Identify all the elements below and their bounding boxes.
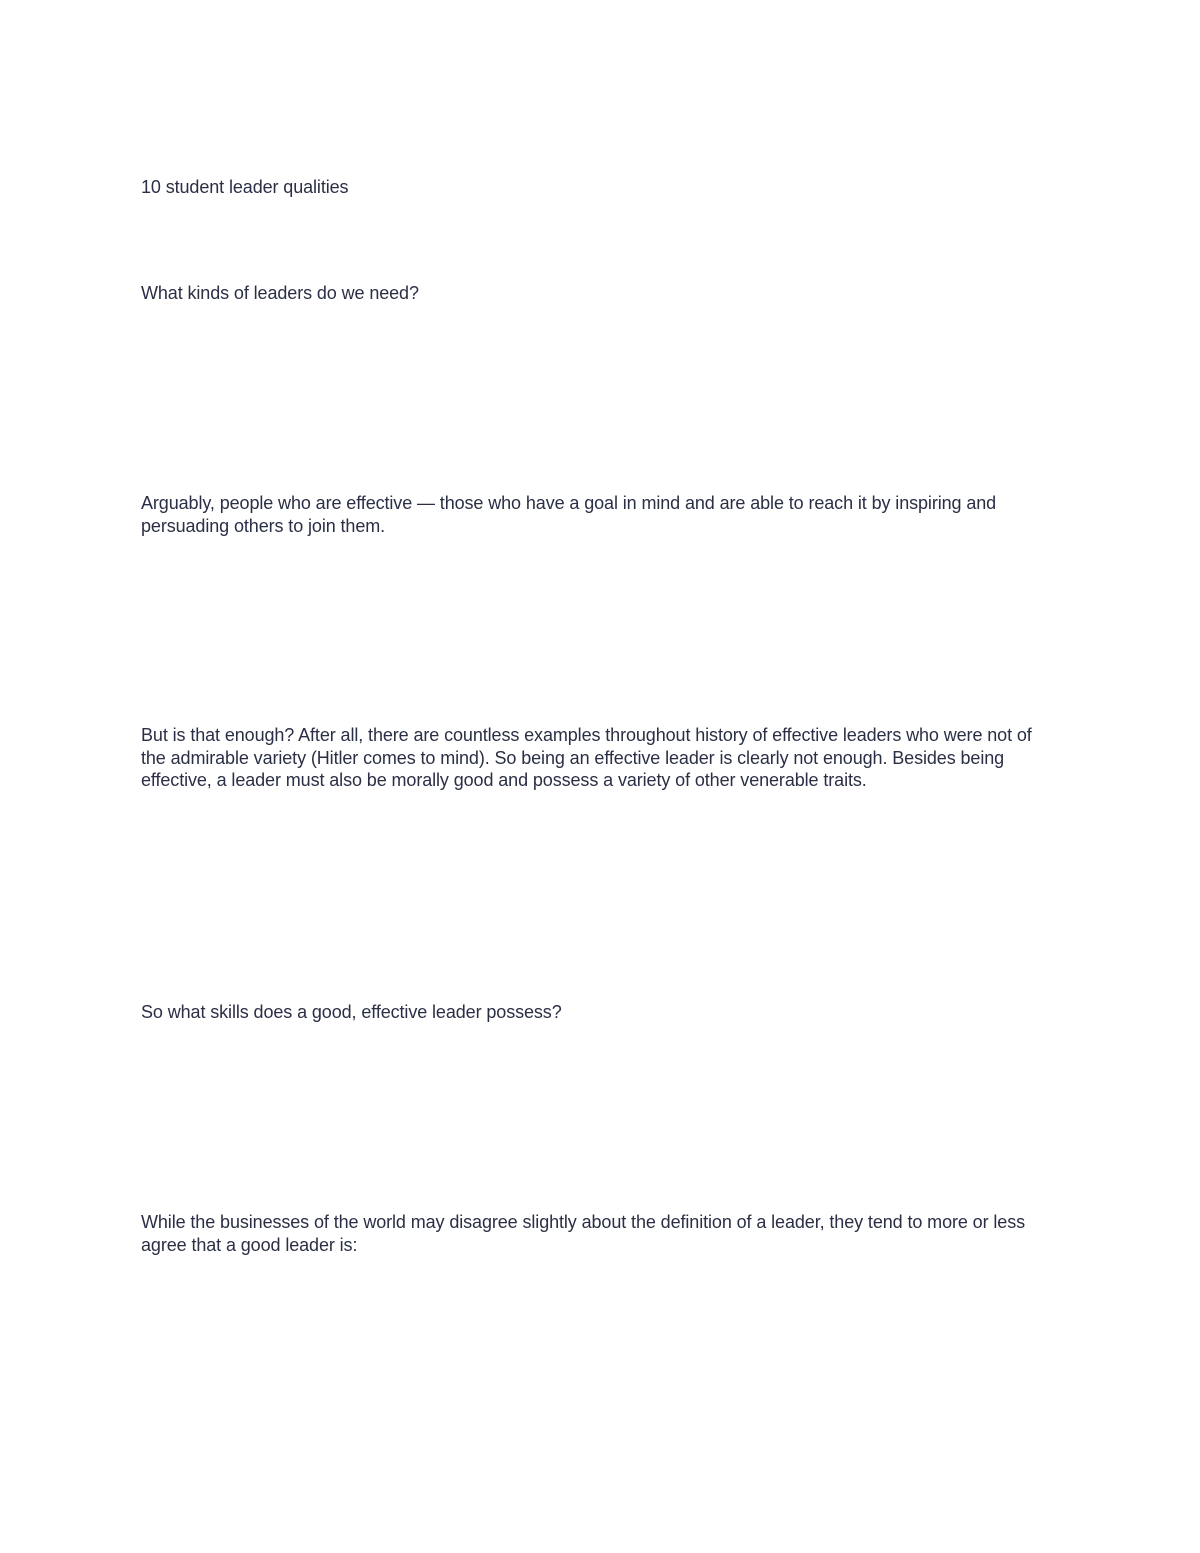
document-title: 10 student leader qualities — [141, 177, 349, 197]
paragraph-question: What kinds of leaders do we need? — [141, 283, 419, 303]
paragraph-is-that-enough: But is that enough? After all, there are countless examples throughout history of effective leaders who were not of the admirable variety (Hitler comes to mind). So being an effective leader is clearly not enough. Besides being effective, a leader must also be morally good and possess a variety of other venerable traits. — [141, 725, 1032, 790]
paragraph-good-leader-definition: While the businesses of the world may disagree slightly about the definition of a leader, they tend to more or less agree that a good leader is: — [141, 1212, 1026, 1255]
paragraph-effective-leaders: Arguably, people who are effective — those who have a goal in mind and are able to reach it by inspiring and persuading others to join them. — [141, 493, 997, 536]
paragraph-skills-question: So what skills does a good, effective leader possess? — [141, 1002, 562, 1022]
